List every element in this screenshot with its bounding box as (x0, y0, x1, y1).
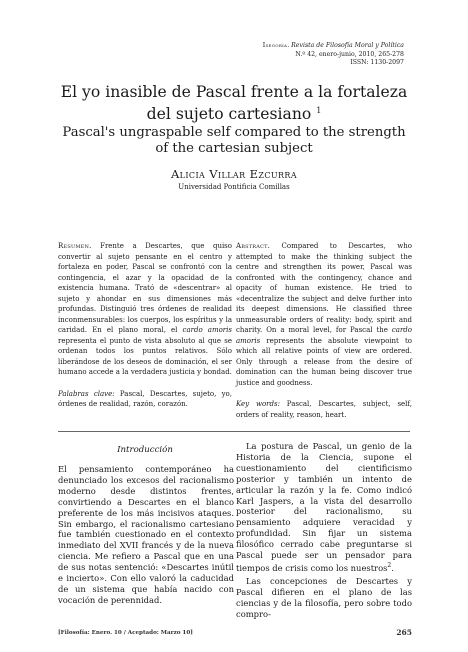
resumen-label: Resumen. (58, 242, 92, 250)
title-spanish (58, 84, 410, 123)
abstract-keywords (236, 399, 412, 420)
title-spanish-text: El yo inasible de Pascal frente a la fortaleza del sujeto cartesiano (60, 83, 408, 123)
journal-issn: ISSN: 1130-2097 (350, 59, 404, 67)
abstract-block (236, 241, 412, 420)
body-column-left (58, 464, 234, 606)
body-paragraph: Las concepciones de Descartes y Pascal difieren en el plano de las ciencias y de la filosofía, pero sobre todo compro- (236, 575, 412, 619)
abstract-keywords-label: Key words: (236, 400, 280, 408)
body-paragraph: El pensamiento contemporáneo ha denunciado los excesos del racionalismo moderno desde distintos frentes, convirtiendo a Descartes en el blanco preferente de los más incisivos ataques. Sin embargo, el racionalismo cartesiano fue también cuestionado en el contexto inmediato del XVII francés y de la nueva ciencia. Me refiero a Pascal que en una de sus notas sentenció: «Descartes inútil e incierto». Con ello valoró la caducidad de un sistema que había nacido con vocación de perennidad. (58, 464, 234, 605)
body-paragraph-text: La postura de Pascal, un genio de la Historia de la Ciencia, supone el cuestionamiento del cientificismo posterior y también un intento de articular la razón y la fe. Como indicó Karl Jaspers, a la vista del desarrollo posterior del racionalismo, su pensamiento adquiere veracidad y profundidad. Sin fijar un sistema filosófico cerrado cabe preguntarse si Pascal puede ser un pensador para tiempos de crisis como los nuestros (236, 441, 412, 573)
section-divider (58, 431, 410, 432)
abstract-text-2: represents the absolute viewpoint to which all relative points of view are ordered. Only through a release from the desire of domination can the human being discover true justice and goodness. (236, 336, 412, 387)
journal-header (263, 42, 404, 68)
author-name: Alicia Villar Ezcurra (170, 167, 298, 181)
journal-issue: N.º 42, enero-junio, 2010, 265-278 (295, 50, 404, 58)
resumen-text-2: representa el punto de vista absoluto al que se ordenan todos los puntos relativos. Sólo liberándose de los deseos de dominación, el ser humano accede a la verdadera justicia y bondad. (58, 336, 232, 376)
resumen-block (58, 241, 232, 410)
body-column-right (236, 441, 412, 620)
resumen-term: cardo amoris (182, 326, 232, 334)
abstract-label: Abstract. (236, 242, 271, 250)
page-number: 265 (396, 628, 412, 637)
abstract-term: cardo amoris (236, 326, 412, 345)
resumen-keywords-label: Palabras clave: (58, 389, 115, 398)
body-paragraph: La postura de Pascal, un genio de la Historia de la Ciencia, supone el cuestionamiento del cientificismo posterior y también un intento de articular la razón y la fe. Como indicó Karl Jaspers, a la vista del desarrollo posterior del racionalismo, su pensamiento adquiere veracidad y profundidad. Sin fijar un sistema filosófico cerrado cabe preguntarse si Pascal puede ser un pensador para tiempos de crisis como los nuestros$^2$. (236, 441, 412, 573)
footnote-mark[interactable]: 2 (387, 561, 392, 569)
abstract-text-1: Compared to Descartes, who attempted to make the thinking subject the centre and strengthen its power, Pascal was confronted with the contingency, chance and opacity of human existence. He tried to «decentralize the subject and delve further into its deepest dimensions. He classified three unmeasurable orders of reality: body, spirit and charity. On a moral level, for Pascal the (236, 242, 412, 334)
resumen-keywords-text: Pascal, Descartes, sujeto, yo, órdenes de realidad, razón, corazón. (58, 389, 232, 408)
resumen-text-1: Frente a Descartes, que quiso convertir al sujeto pensante en el centro y fortaleza en poder, Pascal se confrontó con la contingencia, el azar y la opacidad de la existencia humana. Trató de «descentrar» al sujeto y ahondar en sus dimensiones más profundas. Distinguió tres órdenes de realidad inconmensurables: los cuerpos, los espíritus y la caridad. En el plano moral, el (58, 242, 232, 334)
journal-name: Isegoría (262, 42, 288, 49)
title-english: Pascal's ungraspable self compared to the strength of the cartesian subject (62, 125, 406, 156)
abstract-keywords-text: Pascal, Descartes, subject, self, orders of reality, reason, heart. (236, 400, 412, 419)
author-affiliation: Universidad Pontificia Comillas (178, 183, 290, 191)
resumen-keywords (58, 389, 232, 410)
title-footnote-mark[interactable]: 1 (316, 105, 322, 115)
journal-subtitle: . Revista de Filosofía Moral y Política (287, 42, 404, 49)
journal-title-line (263, 42, 404, 51)
section-heading: Introducción (117, 445, 173, 455)
footer-issue-ref: [Filosofía: Enero. 10 / Aceptado: Marzo 10] (58, 630, 193, 636)
